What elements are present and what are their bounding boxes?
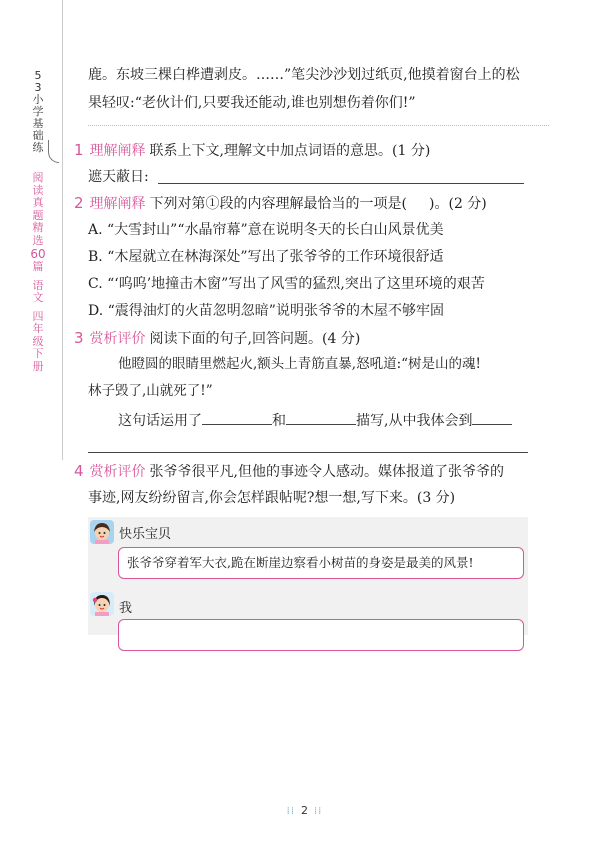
question-text-end: )。(2 分)	[429, 196, 487, 212]
quote-line-1: 他瞪圆的眼睛里燃起火,额头上青筋直暴,怒吼道:“树是山的魂!	[118, 356, 481, 372]
fill-text-2: 和	[272, 413, 286, 429]
sidebar-char: 读	[32, 183, 44, 197]
question-4-line-2: 事迹,网友纷纷留言,你会怎样跟帖呢?想一想,写下来。(3 分)	[88, 490, 456, 506]
passage-line-1: 鹿。东坡三棵白桦遭剥皮。……”笔尖沙沙划过纸页,他摸着窗台上的松	[88, 67, 520, 83]
sidebar-char: 题	[32, 208, 44, 222]
fill-text-1: 这句话运用了	[118, 413, 202, 429]
sidebar-char: 文	[32, 291, 44, 304]
question-tag: 理解阐释	[89, 143, 146, 159]
brand-num-1: 5	[34, 69, 42, 82]
series-number: 60	[30, 247, 46, 261]
avatar-me	[90, 592, 114, 616]
q3-answer-line[interactable]	[88, 452, 528, 453]
q1-term: 遮天蔽日:	[88, 169, 149, 185]
page-number: 2	[301, 804, 308, 817]
chat-name-2: 我	[119, 601, 133, 616]
brand-text	[33, 94, 44, 154]
quote-line-2: 林子毁了,山就死了!”	[88, 383, 213, 399]
q1-answer-line[interactable]	[158, 183, 524, 184]
blank-3[interactable]	[472, 410, 512, 425]
question-text: 张爷爷很平凡,但他的事迹令人感动。媒体报道了张爷爷的	[149, 464, 504, 480]
sidebar-char: 下	[32, 347, 44, 360]
footer-deco-left-icon: ⁞⁞	[286, 806, 295, 817]
sidebar-char: 基	[32, 117, 44, 130]
page-footer	[0, 804, 609, 817]
sidebar-char: 础	[32, 129, 44, 142]
question-4	[74, 462, 504, 481]
question-tag: 赏析评价	[89, 331, 146, 347]
chat-message-1: 张爷爷穿着军大衣,跪在断崖边察看小树苗的身姿是最美的风景!	[127, 555, 474, 570]
grade-text	[33, 311, 44, 374]
sidebar-char: 篇	[32, 260, 44, 273]
series-text	[33, 172, 44, 247]
sidebar-bracket	[48, 140, 59, 163]
sidebar-char: 阅	[32, 171, 44, 184]
question-number: 1	[74, 141, 84, 159]
brand-num-2: 3	[34, 81, 42, 94]
chat-bubble-1	[118, 547, 524, 579]
question-text: 下列对第①段的内容理解最恰当的一项是(	[149, 196, 408, 212]
footer-deco-right-icon: ⁞⁞	[314, 806, 323, 817]
option-a: A. “大雪封山”“水晶帘幕”意在说明冬天的长白山风景优美	[88, 222, 444, 238]
passage-line-2: 果轻叹:“老伙计们,只要我还能动,谁也别想伤着你们!”	[88, 95, 416, 111]
series-text-end	[33, 261, 44, 274]
sidebar-char: 级	[32, 334, 44, 348]
question-number: 2	[74, 194, 84, 212]
q3-fill	[118, 410, 512, 430]
subject-text	[33, 280, 44, 305]
question-2	[74, 194, 487, 213]
question-1	[74, 141, 430, 160]
sidebar-char: 四	[32, 309, 44, 323]
chat-name-1: 快乐宝贝	[119, 527, 172, 542]
sidebar-char: 选	[32, 233, 44, 247]
question-3	[74, 329, 360, 348]
fill-text-3: 描写,从中我体会到	[356, 413, 473, 429]
margin-line	[62, 0, 63, 460]
sidebar-char: 册	[32, 359, 44, 373]
question-number: 3	[74, 329, 84, 347]
avatar-happy-baby	[90, 520, 114, 544]
sidebar-char: 真	[32, 196, 44, 209]
question-text: 阅读下面的句子,回答问题。(4 分)	[149, 331, 361, 347]
sidebar-char: 语	[32, 278, 44, 292]
sidebar-char: 年	[32, 322, 44, 335]
sidebar-char: 学	[32, 105, 44, 118]
sidebar	[28, 70, 48, 373]
option-d: D. “震得油灯的火苗忽明忽暗”说明张爷爷的木屋不够牢固	[88, 303, 444, 319]
option-b: B. “木屋就立在林海深处”写出了张爷爷的工作环境很舒适	[88, 249, 444, 265]
sidebar-char: 小	[32, 93, 44, 106]
question-text: 联系上下文,理解文中加点词语的意思。(1 分)	[149, 143, 431, 159]
sidebar-char: 精	[32, 221, 44, 234]
blank-2[interactable]	[286, 410, 356, 425]
option-c: C. “‘呜呜’地撞击木窗”写出了风雪的猛烈,突出了这里环境的艰苦	[88, 276, 485, 292]
question-tag: 理解阐释	[89, 196, 146, 212]
question-tag: 赏析评价	[89, 464, 146, 480]
blank-1[interactable]	[202, 410, 272, 425]
question-number: 4	[74, 462, 84, 480]
divider-dotted	[88, 125, 549, 126]
my-comment-input[interactable]	[118, 619, 524, 651]
sidebar-char: 练	[32, 141, 44, 154]
